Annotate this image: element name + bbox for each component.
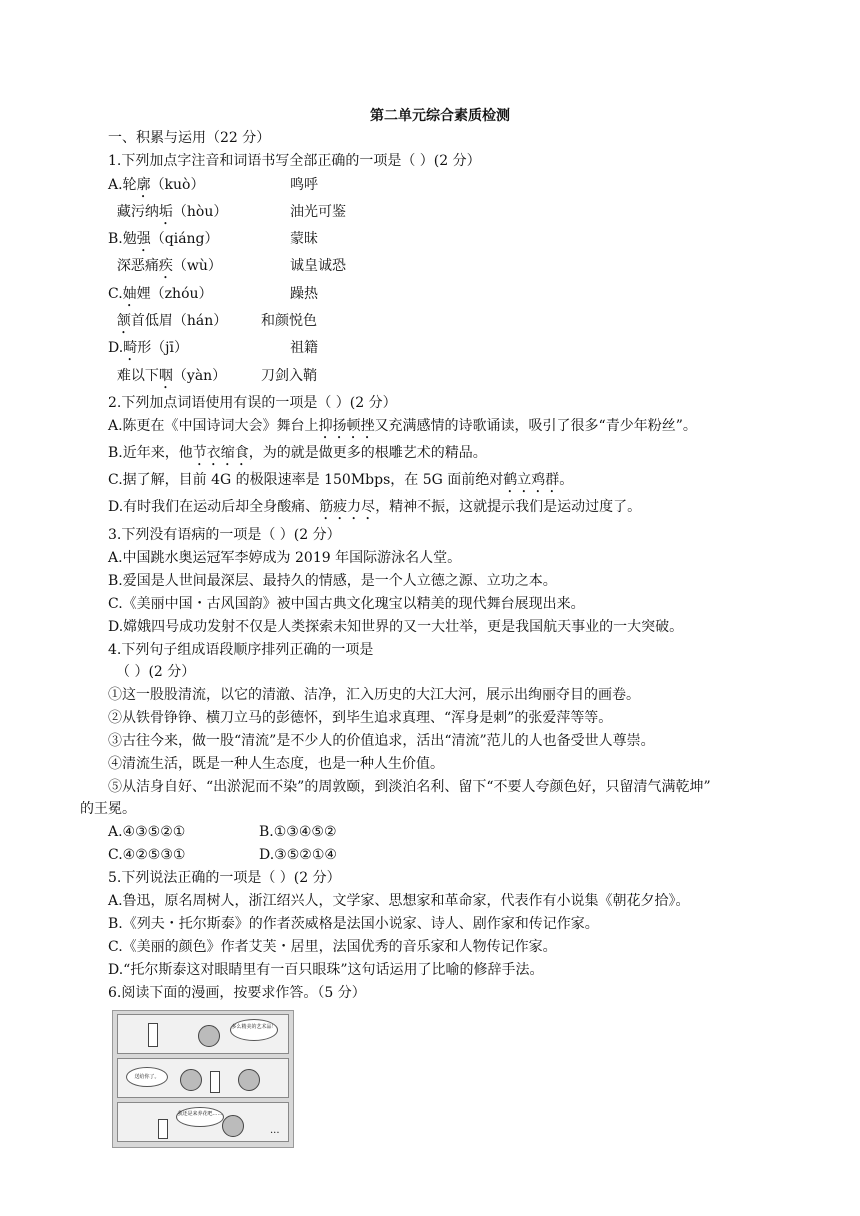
- sentence-2: ②从铁骨铮铮、横刀立马的彭德怀，到毕生追求真理、“浑身是刺”的张爱萍等等。: [108, 710, 613, 726]
- question-4-option-c: C.④②⑤③①: [108, 847, 186, 863]
- comic-panel-1: [117, 1014, 289, 1054]
- question-4-option-d: D.③⑤②①④: [259, 847, 337, 863]
- question-1-option-phrase: 鸣呼: [290, 177, 318, 193]
- question-1-option-word: A.轮廓（kuò）: [108, 177, 205, 193]
- question-1-option-word: 颔首低眉（hán）: [116, 313, 228, 329]
- sentence-5-continued: 的王冕。: [80, 801, 136, 817]
- question-4-stem: 4.下列句子组成语段顺序排列正确的一项是: [108, 642, 374, 658]
- question-5-option-b: B.《列夫・托尔斯泰》的作者茨威格是法国小说家、诗人、剧作家和传记作家。: [108, 916, 599, 932]
- comic-ellipsis: ...: [270, 1125, 280, 1136]
- sentence-5: ⑤从洁身自好、“出淤泥而不染”的周敦颐，到淡泊名利、留下“不要人夸颜色好，只留清气满乾坤”: [108, 779, 711, 795]
- comic-panel-2: [117, 1058, 289, 1098]
- vase-icon: [210, 1071, 220, 1093]
- question-2-option-b: B.近年来，他节衣缩食，为的就是做更多的根雕艺术的精品。: [108, 445, 487, 461]
- question-2-option-d: D.有时我们在运动后却全身酸痛、筋疲力尽，精神不振，这就提示我们是运动过度了。: [108, 499, 642, 515]
- character-head-icon: [180, 1069, 202, 1091]
- question-1-option-phrase: 祖籍: [290, 340, 318, 356]
- question-4-answer-blank: （ ）(2 分）: [116, 664, 196, 680]
- speech-bubble-1: 多么精美的艺术品！: [230, 1019, 278, 1041]
- question-1-option-phrase: 油光可鉴: [290, 204, 346, 220]
- character-head-icon: [238, 1069, 260, 1091]
- question-4-option-a: A.④③⑤②①: [108, 824, 186, 840]
- question-6-stem: 6.阅读下面的漫画，按要求作答。（5 分）: [108, 985, 366, 1001]
- question-3-option-c: C.《美丽中国・古风国韵》被中国古典文化瑰宝以精美的现代舞台展现出来。: [108, 596, 585, 612]
- question-2-option-c: C.据了解，目前 4G 的极限速率是 150Mbps，在 5G 面前绝对鹤立鸡群。: [108, 472, 574, 488]
- question-3-option-d: D.嫦娥四号成功发射不仅是人类探索未知世界的又一大壮举，更是我国航天事业的一大突破。: [108, 619, 684, 635]
- question-1-option-word: C.妯娌（zhóu）: [108, 286, 213, 302]
- question-2-option-a: A.陈更在《中国诗词大会》舞台上抑扬顿挫又充满感情的诗歌诵读，吸引了很多“青少年粉丝”。: [108, 418, 697, 434]
- question-1-stem: 1.下列加点字注音和词语书写全部正确的一项是（ ）(2 分）: [108, 153, 481, 169]
- question-5-option-c: C.《美丽的颜色》作者艾芙・居里，法国优秀的音乐家和人物传记作家。: [108, 939, 557, 955]
- flower-pot-icon: [158, 1119, 168, 1139]
- question-1-option-phrase: 刀剑入鞘: [261, 368, 317, 384]
- question-4-option-b: B.①③④⑤②: [259, 824, 337, 840]
- question-2-stem: 2.下列加点词语使用有误的一项是（ ）(2 分）: [108, 395, 397, 411]
- character-head-icon: [198, 1025, 220, 1047]
- vase-icon: [148, 1023, 158, 1047]
- page-title: 第二单元综合素质检测: [370, 108, 510, 124]
- question-1-option-phrase: 诚皇诚恐: [290, 258, 346, 274]
- sentence-4: ④清流生活，既是一种人生态度，也是一种人生价值。: [108, 756, 444, 772]
- question-5-option-d: D.“托尔斯泰这对眼睛里有一百只眼珠”这句话运用了比喻的修辞手法。: [108, 962, 544, 978]
- question-1-option-word: 深恶痛疾（wù）: [108, 258, 222, 274]
- section-heading: 一、积累与运用（22 分）: [108, 130, 271, 146]
- comic-panel-3: [117, 1102, 289, 1142]
- question-3-option-b: B.爱国是人世间最深层、最持久的情感，是一个人立德之源、立功之本。: [108, 573, 557, 589]
- sentence-1: ①这一股股清流，以它的清澈、洁净，汇入历史的大江大河，展示出绚丽夺目的画卷。: [108, 687, 640, 703]
- question-1-option-phrase: 和颜悦色: [261, 313, 317, 329]
- question-1-option-word: B.勉强（qiáng）: [108, 231, 219, 247]
- question-1-option-phrase: 躁热: [290, 286, 318, 302]
- comic-strip: [112, 1010, 294, 1148]
- question-5-stem: 5.下列说法正确的一项是（ ）(2 分）: [108, 870, 341, 886]
- question-1-option-word: 藏污纳垢（hòu）: [108, 204, 228, 220]
- character-head-icon: [222, 1115, 244, 1137]
- speech-bubble-2: 送给你了。: [126, 1067, 168, 1087]
- speech-bubble-3: 我还是来养花吧……: [176, 1107, 224, 1127]
- sentence-3: ③古往今来，做一股“清流”是不少人的价值追求，活出“清流”范儿的人也备受世人尊崇。: [108, 733, 655, 749]
- question-1-option-word: 难以下咽（yàn）: [108, 368, 227, 384]
- question-5-option-a: A.鲁迅，原名周树人，浙江绍兴人，文学家、思想家和革命家，代表作有小说集《朝花夕拾》。: [108, 893, 690, 909]
- question-3-option-a: A.中国跳水奥运冠军李婷成为 2019 年国际游泳名人堂。: [108, 550, 462, 566]
- question-1-option-word: D.畸形（jī）: [108, 340, 189, 356]
- question-3-stem: 3.下列没有语病的一项是（ ）(2 分）: [108, 527, 341, 543]
- question-1-option-phrase: 蒙昧: [290, 231, 318, 247]
